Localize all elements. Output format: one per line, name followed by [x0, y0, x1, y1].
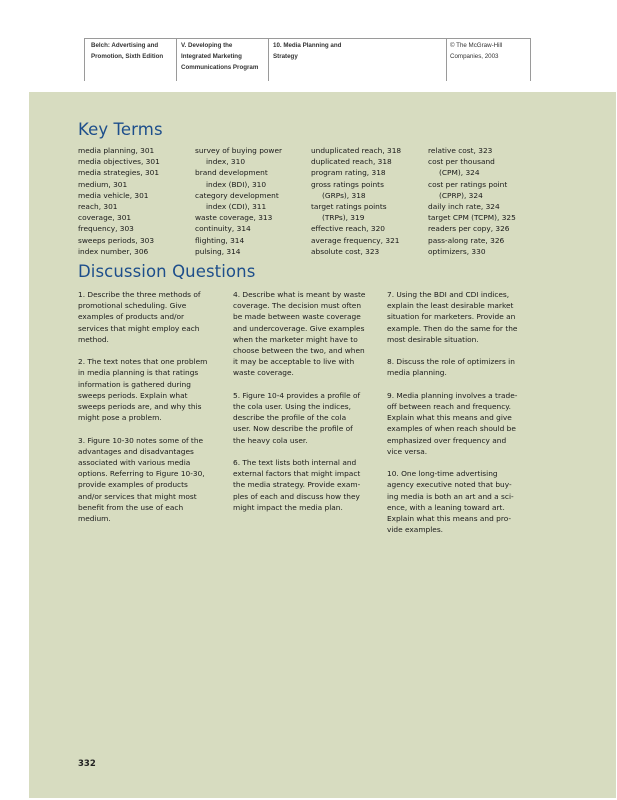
discussion-question: 1. Describe the three methods of promotional scheduling. Give examples of products and/or services that might employ each method. [78, 290, 201, 344]
discussion-question: 10. One long-time advertising agency executive noted that buy- ing media is both an art and a sci- ence, with a leaning toward art. Explain what this means and pro- vide examples. [387, 469, 514, 535]
key-term: absolute cost, 323 [311, 246, 380, 256]
discussion-question: 2. The text notes that one problem in media planning is that ratings information is gathered during sweeps periods. Explain what sweeps periods are, and why this might pose a problem. [78, 357, 208, 423]
key-terms-column-2 [195, 145, 282, 257]
key-term: index number, 306 [78, 246, 149, 256]
key-terms-column-4 [428, 145, 516, 257]
discussion-column-3 [387, 289, 537, 547]
discussion-question: 6. The text lists both internal and external factors that might impact the media strategy. Provide exam- ples of each and discuss how they might impact the media plan. [233, 458, 361, 512]
header-part-title: V. Developing the Integrated Marketing Communications Program [176, 39, 268, 81]
discussion-question: 5. Figure 10-4 provides a profile of the cola user. Using the indices, describe the profile of the cola user. Now describe the profile of the heavy cola user. [233, 390, 361, 445]
key-terms-column-3 [311, 145, 401, 257]
key-term: program rating, 318 [311, 168, 386, 178]
key-term: effective reach, 320 [311, 224, 385, 234]
key-terms-column-1 [78, 145, 160, 257]
key-term: target CPM (TCPM), 325 [428, 213, 516, 223]
key-term: index (BDI), 310 [206, 179, 267, 189]
key-term: readers per copy, 326 [428, 224, 510, 234]
discussion-question: 9. Media planning involves a trade- off between reach and frequency. Explain what this means and give examples of when reach should be emphasized over frequency and vice versa. [387, 390, 518, 456]
key-term: pulsing, 314 [195, 246, 241, 256]
key-term: media strategies, 301 [78, 168, 160, 178]
key-term: (CPRP), 324 [439, 190, 483, 200]
key-term: pass-along rate, 326 [428, 235, 505, 245]
key-term: average frequency, 321 [311, 235, 400, 245]
key-term: category development [195, 190, 279, 200]
key-term: optimizers, 330 [428, 246, 486, 256]
page-number: 332 [78, 759, 96, 769]
discussion-question: 7. Using the BDI and CDI indices, explain the least desirable market situation for marketers. Provide an example. Then do the same for the most desirable situation. [387, 290, 518, 344]
key-term: media vehicle, 301 [78, 190, 149, 200]
key-term: (TRPs), 319 [322, 213, 365, 223]
discussion-question: 8. Discuss the role of optimizers in media planning. [387, 357, 515, 378]
discussion-column-2 [233, 289, 383, 524]
key-term: gross ratings points [311, 179, 384, 189]
key-term: target ratings points [311, 202, 387, 212]
discussion-question: 3. Figure 10-30 notes some of the advantages and disadvantages associated with various media options. Referring to Figure 10-30, provide examples of products and/or services that might most benefit from the use of each medium. [78, 435, 205, 524]
key-term: (CPM), 324 [439, 168, 480, 178]
key-term: daily inch rate, 324 [428, 202, 500, 212]
key-term: continuity, 314 [195, 224, 251, 234]
key-term: cost per ratings point [428, 179, 508, 189]
key-term: index (CDI), 311 [206, 202, 267, 212]
header-copyright: © The McGraw-Hill Companies, 2003 [446, 39, 531, 81]
key-terms-heading: Key Terms [78, 120, 163, 139]
discussion-questions-heading: Discussion Questions [78, 262, 256, 281]
key-term: coverage, 301 [78, 213, 132, 223]
key-term: index, 310 [206, 157, 246, 167]
key-term: media objectives, 301 [78, 157, 160, 167]
key-term: media planning, 301 [78, 146, 155, 155]
key-term: survey of buying power [195, 146, 283, 155]
header-chapter-title: 10. Media Planning and Strategy [268, 39, 446, 81]
key-term: sweeps periods, 303 [78, 235, 155, 245]
key-term: flighting, 314 [195, 235, 245, 245]
header-book-title: Belch: Advertising and Promotion, Sixth Edition [84, 39, 176, 81]
key-term: cost per thousand [428, 157, 495, 167]
discussion-column-1 [78, 289, 228, 535]
key-term: medium, 301 [78, 179, 128, 189]
key-term: waste coverage, 313 [195, 213, 273, 223]
key-term: (GRPs), 318 [322, 190, 366, 200]
key-term: unduplicated reach, 318 [311, 146, 402, 155]
key-term: brand development [195, 168, 268, 178]
key-term: relative cost, 323 [428, 146, 493, 155]
key-term: duplicated reach, 318 [311, 157, 392, 167]
discussion-question: 4. Describe what is meant by waste coverage. The decision must often be made between waste coverage and undercoverage. Give examples when the marketer might have to choose between the two, and when it may be acceptable to live with waste coverage. [233, 290, 366, 378]
running-header [84, 38, 531, 81]
key-term: frequency, 303 [78, 224, 134, 234]
key-term: reach, 301 [78, 202, 118, 212]
